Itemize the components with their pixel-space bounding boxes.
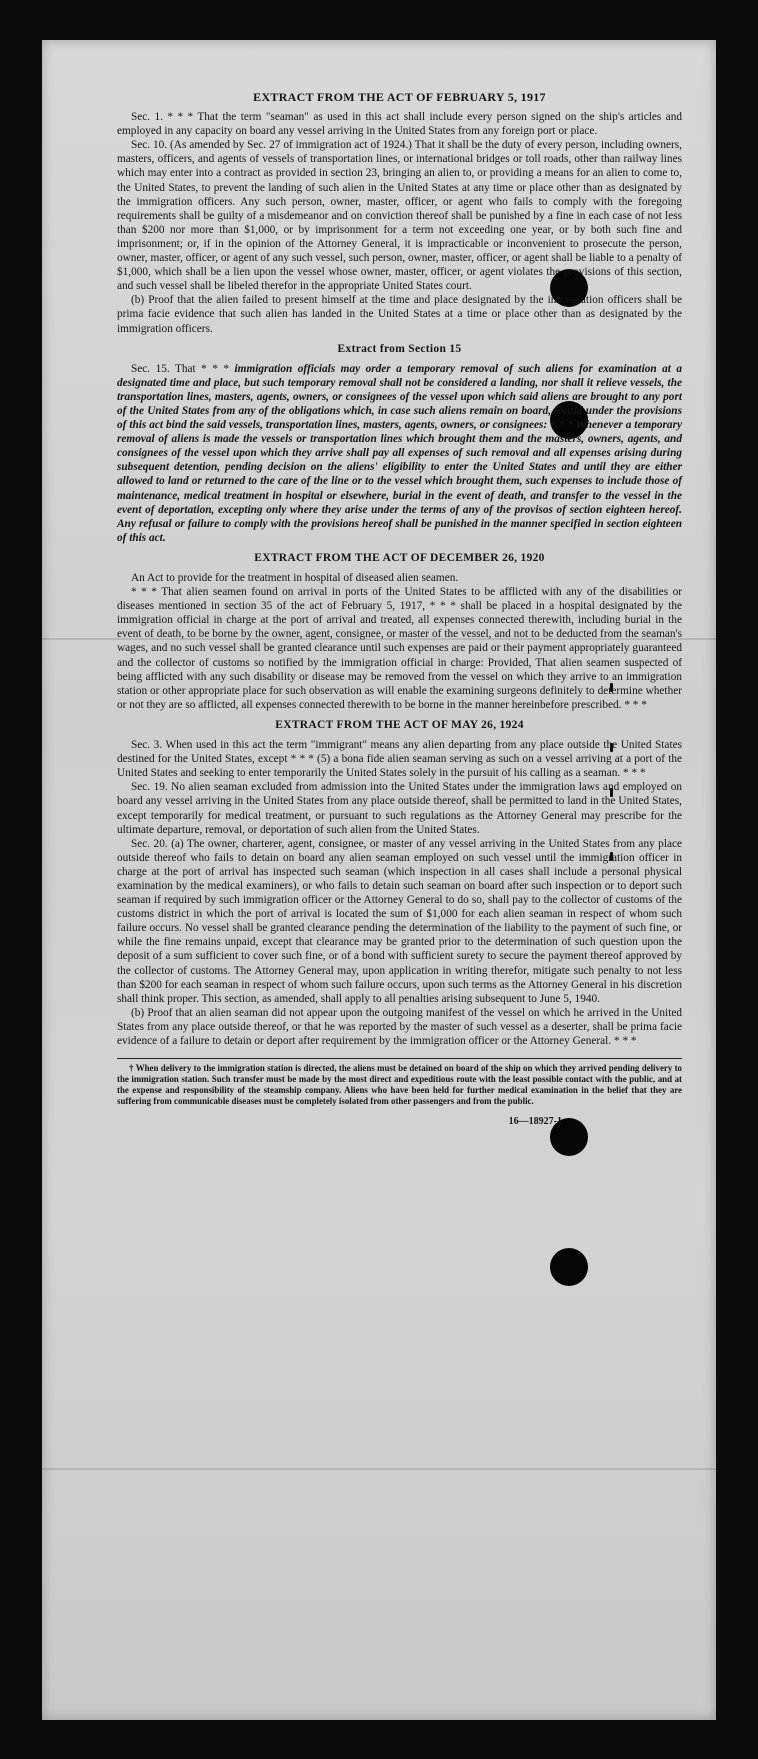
section-heading: EXTRACT FROM THE ACT OF MAY 26, 1924	[275, 718, 524, 731]
paragraph-lead: Sec. 15. That * * *	[131, 362, 230, 375]
footnote-divider	[117, 1058, 682, 1059]
footnote: † When delivery to the immigration station is directed, the aliens must be detained on board of the ship on which they arrived pending delivery to the immigration station. Such transfer must be made by the most direct and expeditious route with the least possible contact with the public, and at the expense and responsibility of the steamship company. Aliens who have been held for further medical examination in the belief that they are suffering from communicable diseases must be completely isolated from other passengers and from the public.	[117, 1063, 682, 1107]
paragraph	[117, 362, 682, 545]
paragraph: Sec. 19. No alien seaman excluded from admission into the United States under the immigration laws and employed on board any vessel arriving in the United States from any place outside thereof, shall be permitted to land in the United States, except temporarily for medical treatment, or pursuant to such regulations as the Attorney General may prescribe for the ultimate departure, removal, or deportation of such alien from the United States.	[117, 781, 682, 836]
punch-hole	[550, 1248, 588, 1286]
paragraph: (b) Proof that an alien seaman did not appear upon the outgoing manifest of the vessel on which he arrived in the United States from any place outside thereof, or that he was reported by the master of such vessel as a deserter, shall be prima facie evidence of a failure to detain or deport after requirement by the immigration officer or the Attorney General. * * *	[117, 1006, 682, 1047]
paragraph: Sec. 1. * * * That the term "seaman" as used in this act shall include every person signed on the ship's articles and employed in any capacity on board any vessel arriving in the United States from any foreign port or place.	[117, 111, 682, 138]
paragraph: (b) Proof that the alien failed to present himself at the time and place designated by the immigration officers shall be prima facie evidence that such alien has landed in the United States at a time or place other than as designated by the immigration officers.	[117, 294, 682, 335]
document-page	[42, 40, 716, 1720]
paragraph: Sec. 3. When used in this act the term "immigrant" means any alien departing from any place outside the United States destined for the United States, except * * * (5) a bona fide alien seaman serving as such on a vessel arriving at a port of the United States and seeking to enter temporarily the United States solely in the pursuit of his calling as a seaman. * * *	[117, 739, 682, 780]
section-heading: Extract from Section 15	[337, 342, 462, 355]
paragraph: Sec. 10. (As amended by Sec. 27 of immigration act of 1924.) That it shall be the duty of every person, including owners, masters, officers, and agents of vessels of transportation lines, or international bridges or toll roads, other than railway lines which may enter into a contract as provided in section 23, bringing an alien to, or providing a means for an alien to come to, the United States, to prevent the landing of such alien in the United States at any time or place other than as designated by the immigration officers. Any such person, owner, master, officer, or agent who fails to comply with the foregoing requirements shall be guilty of a misdemeanor and on conviction thereof shall be punished by a fine in each case of not less than $200 nor more than $1,000, or by imprisonment for a term not exceeding one year, or by both such fine and imprisonment; or, if in the opinion of the Attorney General, it is impracticable or inconvenient to prosecute the person, owner, master, officer, or agent of any such vessel, such person, owner, master, officer, or agent shall be liable to a penalty of $1,000, which shall be a lien upon the vessel whose owner, master, officer, or agent violates the provisions of this section, and such vessel shall be libeled therefor in the appropriate United States court.	[117, 139, 682, 293]
paragraph: * * * That alien seamen found on arrival in ports of the United States to be afflicted with any of the disabilities or diseases mentioned in section 35 of the act of February 5, 1917, * * * shall be placed in a hospital designated by the immigration official in charge at the port of arrival and treated, all expenses connected therewith, including burial in the event of death, to be borne by the owner, agent, consignee, or master of the vessel, and not to be deducted from the seaman's wages, and no such vessel shall be granted clearance until such expenses are paid or their payment appropriately guaranteed and the collector of customs so notified by the immigration official in charge: Provided, That alien seamen suspected of being afflicted with any such disability or disease may be removed from the vessel on which they arrive to an immigration station or other appropriate place for such observation as will enable the examining surgeons definitely to determine whether or not they are so afflicted, all expenses connected therewith to be borne in the manner hereinbefore prescribed. * * *	[117, 586, 682, 711]
section-heading: EXTRACT FROM THE ACT OF DECEMBER 26, 1920	[254, 551, 545, 564]
section-heading: EXTRACT FROM THE ACT OF FEBRUARY 5, 1917	[253, 90, 546, 104]
paragraph: An Act to provide for the treatment in hospital of diseased alien seamen.	[131, 572, 459, 584]
paragraph: Sec. 20. (a) The owner, charterer, agent, consignee, or master of any vessel arriving in the United States from any place outside thereof who fails to detain on board any alien seaman employed on such vessel until the immigration officer in charge at the port of arrival has inspected such seaman (which inspection in all cases shall include a personal physical examination by the medical examiners), or who fails to detain such seaman on board after such inspection or to deport such seaman if required by such immigration officer or the Attorney General to do so, shall pay to the collector of customs of the customs district in which the port of arrival is located the sum of $1,000 for each alien seaman in respect of whom such failure occurs. No vessel shall be granted clearance pending the determination of the liability to the payment of such fine, or while the fine remains unpaid, except that clearance may be granted prior to the determination of such question upon the deposit of a sum sufficient to cover such fine, or of a bond with sufficient surety to secure the payment thereof approved by the collector of customs. The Attorney General may, upon application in writing therefor, mitigate such penalty to not less than $200 for each seaman in respect of whom such failure occurs, upon such terms as the Attorney General in his discretion shall think proper. This section, as amended, shall apply to all penalties arising subsequent to June 5, 1940.	[117, 837, 682, 1005]
page-fold-line	[42, 1468, 716, 1470]
document-number: 16—18927-1	[508, 1116, 562, 1128]
paragraph-italic-body: immigration officials may order a temporary removal of such aliens for examination at a designated time and place, but such temporary removal shall not be considered a landing, nor shall it relieve vessels, the transportation lines, masters, agents, owners, or consignees of the vessel upon which said aliens are brought to any port of the United States from any of the obligations which, in case such aliens remain on board, would under the provisions of this act bind the said vessels, transportation lines, masters, agents, owners, or consignees: * * * Whenever a temporary removal of aliens is made the vessels or transportation lines which brought them and the masters, owners, agents, and consignees of the vessel upon which they arrive shall pay all expenses of such removal and all expenses arising during subsequent detention, pending decision on the aliens' eligibility to enter the United States and until they are either allowed to land or returned to the care of the line or to the vessel which brought them, such expenses to include those of maintenance, medical treatment in hospital or elsewhere, burial in the event of death, and transfer to the vessel in the event of deportation, excepting only where they arise under the terms of any of the provisos of section eighteen hereof. Any refusal or failure to comply with the provisions hereof shall be punished in the manner specified in section eighteen of this act.	[117, 362, 683, 544]
document-text	[117, 90, 682, 1129]
